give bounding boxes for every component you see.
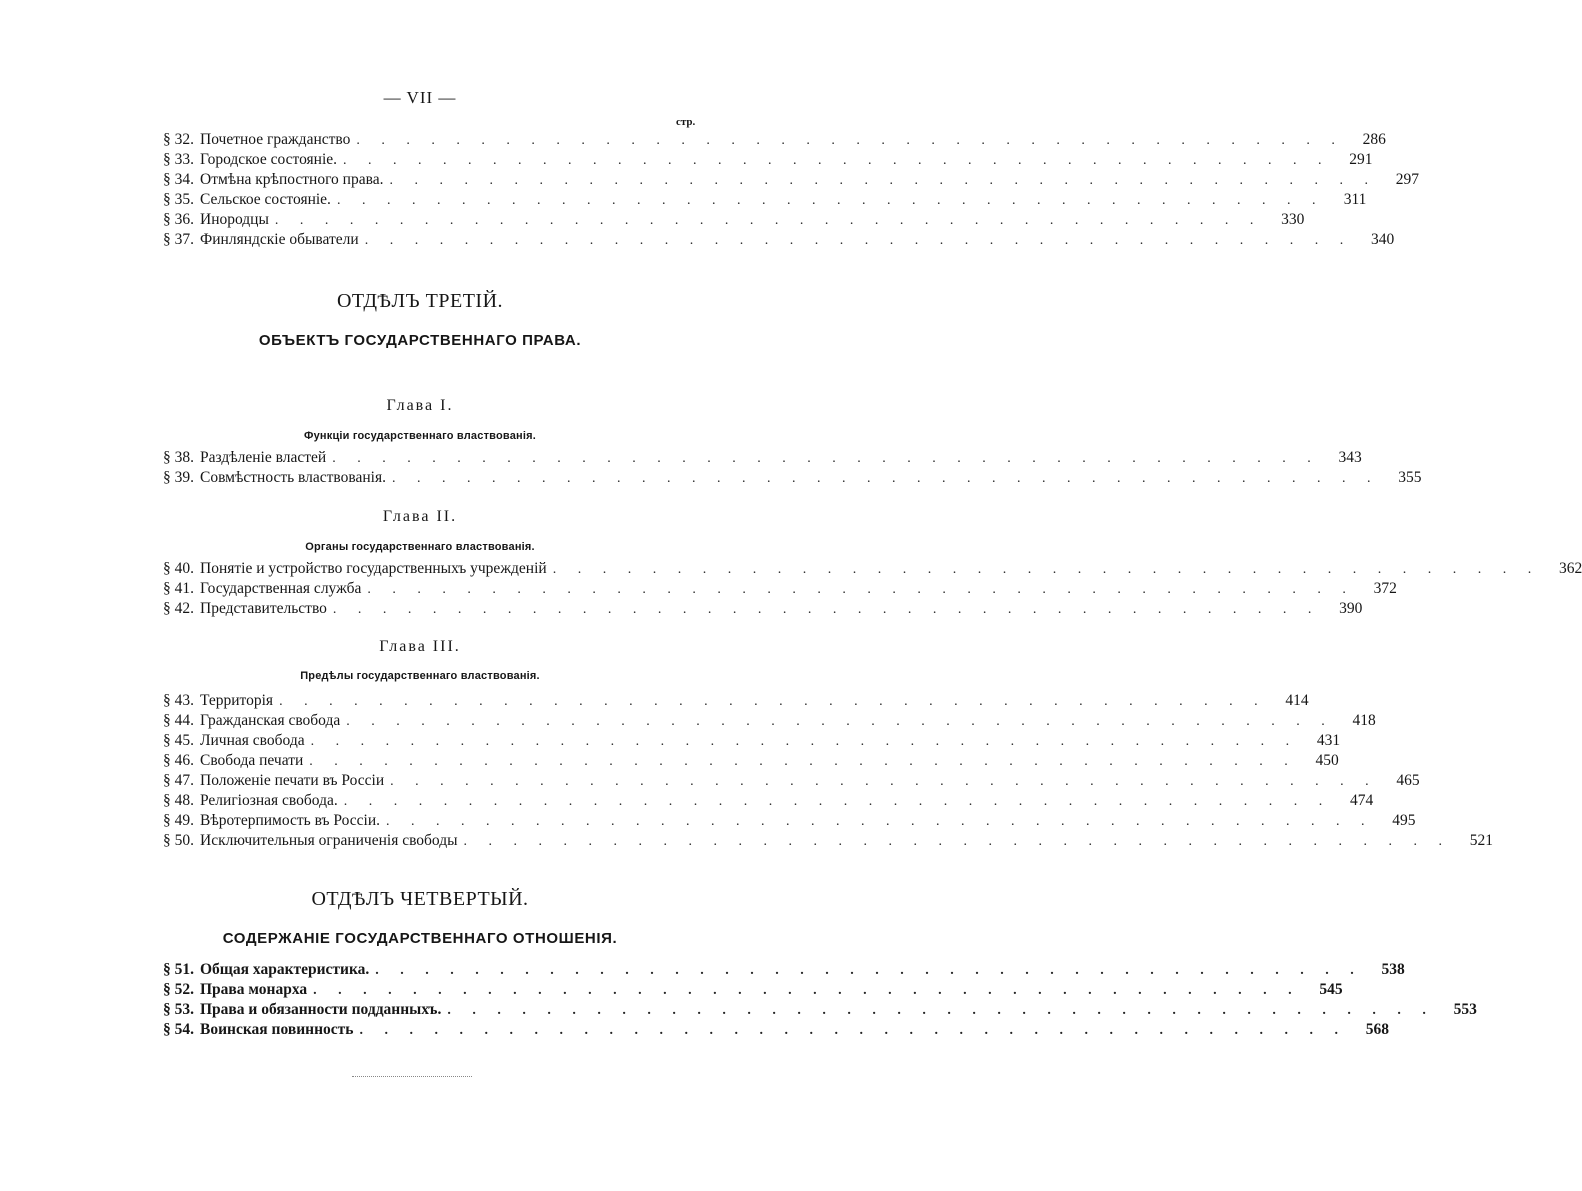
section-number: § 51. xyxy=(163,961,194,978)
page-number: 538 xyxy=(1381,961,1405,978)
dot-leader: . . . . . . . . . . . . . . . . . . . . . . . . . . . . . . . . . . . . . . . . xyxy=(552,562,1541,577)
footer-rule xyxy=(352,1076,472,1077)
toc-entry[interactable] xyxy=(163,960,1405,980)
entry-title: Инородцы xyxy=(200,211,269,228)
toc-entry[interactable] xyxy=(163,210,1305,230)
entry-title: Сельское состоянiе. xyxy=(200,191,331,208)
dot-leader: . . . . . . . . . . . . . . . . . . . . . . . . . . . . . . . . . . . . . . . . xyxy=(309,754,1297,769)
dot-leader: . . . . . . . . . . . . . . . . . . . . . . . . . . . . . . . . . . . . . . . . xyxy=(364,233,1353,248)
entry-title: Почетное гражданство xyxy=(200,131,351,148)
page-number: 568 xyxy=(1365,1021,1389,1038)
toc-entry[interactable] xyxy=(163,751,1339,771)
toc-entry[interactable] xyxy=(163,771,1420,791)
section-number: § 32. xyxy=(163,131,194,148)
section-number: § 34. xyxy=(163,171,194,188)
toc-entry[interactable] xyxy=(163,1020,1389,1040)
section-number: § 48. xyxy=(163,792,194,809)
entry-title: Отмѣна крѣпостного права. xyxy=(200,171,384,188)
toc-list-chapter2 xyxy=(163,559,1582,619)
page-number: 545 xyxy=(1319,981,1343,998)
dot-leader: . . . . . . . . . . . . . . . . . . . . . . . . . . . . . . . . . . . . . . . . xyxy=(375,963,1363,978)
toc-entry[interactable] xyxy=(163,190,1367,210)
dot-leader: . . . . . . . . . . . . . . . . . . . . . . . . . . . . . . . . . . . . . . . . xyxy=(463,834,1452,849)
page-number: 431 xyxy=(1316,732,1341,749)
section-number: § 37. xyxy=(163,231,194,248)
entry-title: Понятiе и устройство государственныхъ учрежденiй xyxy=(200,560,547,577)
chapter3-title: Глава III. xyxy=(379,638,461,655)
entry-title: Гражданская свобода xyxy=(200,712,341,729)
page-number: 390 xyxy=(1339,600,1363,617)
entry-title: Представительство xyxy=(200,600,327,617)
toc-entry[interactable] xyxy=(163,980,1343,1000)
entry-title: Городское состоянiе. xyxy=(200,151,338,168)
dot-leader: . . . . . . . . . . . . . . . . . . . . . . . . . . . . . . . . . . . . . . . . xyxy=(313,983,1301,998)
section-number: § 44. xyxy=(163,712,194,729)
dot-leader: . . . . . . . . . . . . . . . . . . . . . . . . . . . . . . . . . . . . . . . . xyxy=(392,471,1380,486)
chapter2-subtitle: Органы государственнаго властвованiя. xyxy=(305,541,535,553)
toc-entry[interactable] xyxy=(163,559,1582,579)
page-number: 450 xyxy=(1315,752,1339,769)
section-number: § 45. xyxy=(163,732,194,749)
toc-entry[interactable] xyxy=(163,230,1395,250)
page-number: 521 xyxy=(1469,832,1494,849)
section-number: § 38. xyxy=(163,449,194,466)
section-number: § 35. xyxy=(163,191,194,208)
dot-leader: . . . . . . . . . . . . . . . . . . . . . . . . . . . . . . . . . . . . . . . . xyxy=(336,193,1325,208)
toc-list-chapter3 xyxy=(163,691,1494,851)
page-number: 343 xyxy=(1338,449,1362,466)
page-number: 372 xyxy=(1373,580,1397,597)
section-number: § 52. xyxy=(163,981,194,998)
toc-entry[interactable] xyxy=(163,811,1416,831)
section-number: § 49. xyxy=(163,812,194,829)
page-number: 330 xyxy=(1281,211,1305,228)
page-header: — VII — xyxy=(383,88,457,107)
dot-leader: . . . . . . . . . . . . . . . . . . . . . . . . . . . . . . . . . . . . . . . . xyxy=(356,133,1344,148)
entry-title: Финляндскiе обыватели xyxy=(200,231,359,248)
page-number: 418 xyxy=(1352,712,1376,729)
section-number: § 46. xyxy=(163,752,194,769)
chapter3-subtitle: Предѣлы государственнаго властвованiя. xyxy=(300,670,540,682)
dot-leader: . . . . . . . . . . . . . . . . . . . . . . . . . . . . . . . . . . . . . . . . xyxy=(310,734,1299,749)
page-number: 291 xyxy=(1349,151,1373,168)
section-number: § 40. xyxy=(163,560,194,577)
entry-title: Воинская повинность xyxy=(200,1021,354,1038)
entry-title: Исключительныя ограниченiя свободы xyxy=(200,832,458,849)
dot-leader: . . . . . . . . . . . . . . . . . . . . . . . . . . . . . . . . . . . . . . . . xyxy=(274,213,1263,228)
entry-title: Территорiя xyxy=(200,692,274,709)
entry-title: Вѣротерпимость въ Россiи. xyxy=(200,812,381,829)
page-number: 362 xyxy=(1558,560,1582,577)
section-number: § 36. xyxy=(163,211,194,228)
dot-leader: . . . . . . . . . . . . . . . . . . . . . . . . . . . . . . . . . . . . . . . . xyxy=(346,714,1334,729)
dot-leader: . . . . . . . . . . . . . . . . . . . . . . . . . . . . . . . . . . . . . . . . xyxy=(359,1023,1347,1038)
toc-list-chapter1 xyxy=(163,448,1422,488)
toc-entry[interactable] xyxy=(163,791,1374,811)
toc-entry[interactable] xyxy=(163,831,1494,851)
dot-leader: . . . . . . . . . . . . . . . . . . . . . . . . . . . . . . . . . . . . . . . . xyxy=(367,582,1355,597)
section-number: § 43. xyxy=(163,692,194,709)
section-number: § 47. xyxy=(163,772,194,789)
page-number: 311 xyxy=(1343,191,1367,208)
entry-title: Государственная служба xyxy=(200,580,362,597)
page-number: 355 xyxy=(1398,469,1422,486)
toc-entry[interactable] xyxy=(163,579,1397,599)
entry-title: Положенiе печати въ Россiи xyxy=(200,772,385,789)
dot-leader: . . . . . . . . . . . . . . . . . . . . . . . . . . . . . . . . . . . . . . . . xyxy=(279,694,1267,709)
page-number: 495 xyxy=(1392,812,1416,829)
page-number: 340 xyxy=(1370,231,1395,248)
part3-title: ОТДѢЛЪ ТРЕТІЙ. xyxy=(336,290,504,312)
page-number: 474 xyxy=(1349,792,1374,809)
page-column-label: стр. xyxy=(676,116,696,128)
section-number: § 50. xyxy=(163,832,194,849)
part3-subtitle: ОБЪЕКТЪ ГОСУДАРСТВЕННАГО ПРАВА. xyxy=(258,332,582,349)
entry-title: Совмѣстность властвованiя. xyxy=(200,469,386,486)
dot-leader: . . . . . . . . . . . . . . . . . . . . . . . . . . . . . . . . . . . . . . . . xyxy=(332,602,1321,617)
dot-leader: . . . . . . . . . . . . . . . . . . . . . . . . . . . . . . . . . . . . . . . . xyxy=(332,451,1320,466)
dot-leader: . . . . . . . . . . . . . . . . . . . . . . . . . . . . . . . . . . . . . . . . xyxy=(447,1003,1435,1018)
entry-title: Личная свобода xyxy=(200,732,305,749)
toc-entry[interactable] xyxy=(163,731,1341,751)
section-number: § 42. xyxy=(163,600,194,617)
toc-entry[interactable] xyxy=(163,170,1419,190)
page-number: 286 xyxy=(1362,131,1386,148)
entry-title: Свобода печати xyxy=(200,752,304,769)
part4-subtitle: СОДЕРЖАНІЕ ГОСУДАРСТВЕННАГО ОТНОШЕНІЯ. xyxy=(222,930,618,947)
toc-list-part4 xyxy=(163,960,1477,1040)
toc-list-group1 xyxy=(163,130,1419,250)
section-number: § 41. xyxy=(163,580,194,597)
section-number: § 53. xyxy=(163,1001,194,1018)
section-number: § 54. xyxy=(163,1021,194,1038)
toc-entry[interactable] xyxy=(163,691,1309,711)
chapter2-title: Глава II. xyxy=(382,508,458,525)
dot-leader: . . . . . . . . . . . . . . . . . . . . . . . . . . . . . . . . . . . . . . . . xyxy=(386,814,1374,829)
toc-entry[interactable] xyxy=(163,130,1386,150)
chapter1-title: Глава I. xyxy=(386,397,454,414)
toc-entry[interactable] xyxy=(163,150,1373,170)
page-number: 297 xyxy=(1395,171,1419,188)
section-number: § 33. xyxy=(163,151,194,168)
page-number: 465 xyxy=(1396,772,1420,789)
part4-title: ОТДѢЛЪ ЧЕТВЕРТЫЙ. xyxy=(311,888,529,910)
entry-title: Права и обязанности подданныхъ. xyxy=(200,1001,442,1018)
entry-title: Общая характеристика. xyxy=(200,961,370,978)
dot-leader: . . . . . . . . . . . . . . . . . . . . . . . . . . . . . . . . . . . . . . . . xyxy=(343,794,1332,809)
toc-entry[interactable] xyxy=(163,1000,1477,1020)
toc-entry[interactable] xyxy=(163,711,1376,731)
dot-leader: . . . . . . . . . . . . . . . . . . . . . . . . . . . . . . . . . . . . . . . . xyxy=(343,153,1331,168)
dot-leader: . . . . . . . . . . . . . . . . . . . . . . . . . . . . . . . . . . . . . . . . xyxy=(390,774,1378,789)
page-number: 553 xyxy=(1453,1001,1477,1018)
toc-entry[interactable] xyxy=(163,468,1422,488)
toc-entry[interactable] xyxy=(163,599,1363,619)
entry-title: Раздѣленiе властей xyxy=(200,449,327,466)
chapter1-subtitle: Функцiи государственнаго властвованiя. xyxy=(303,430,536,442)
entry-title: Права монарха xyxy=(200,981,308,998)
entry-title: Религiозная свобода. xyxy=(200,792,338,809)
page-number: 414 xyxy=(1285,692,1309,709)
dot-leader: . . . . . . . . . . . . . . . . . . . . . . . . . . . . . . . . . . . . . . . . xyxy=(389,173,1377,188)
section-number: § 39. xyxy=(163,469,194,486)
toc-entry[interactable] xyxy=(163,448,1362,468)
